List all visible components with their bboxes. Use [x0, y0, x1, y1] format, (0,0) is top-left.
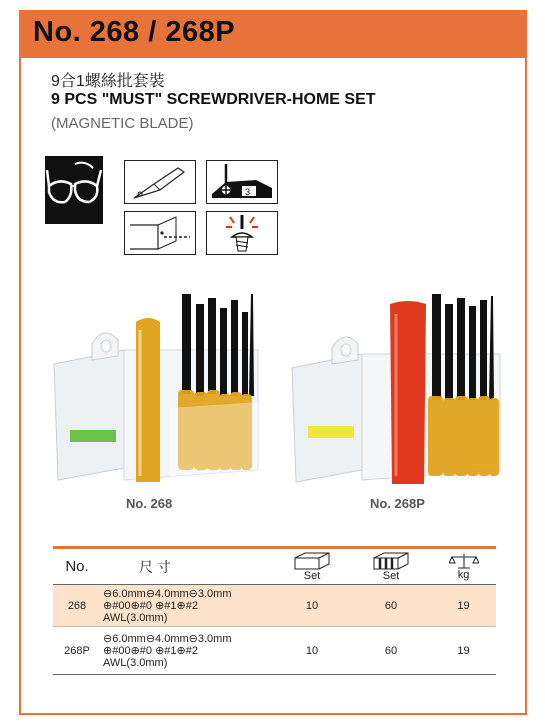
row-set2: 60 [384, 599, 398, 612]
header-set-carton [273, 548, 351, 585]
magnetic-screw-icon [206, 211, 278, 255]
hang-wall-icon [124, 211, 196, 255]
table-row [53, 627, 496, 675]
row-no: 268 [67, 599, 87, 612]
product-268-image [44, 290, 264, 490]
header-set-master [351, 548, 431, 585]
header-no: No. [65, 558, 89, 575]
scale-icon [449, 553, 479, 569]
header-set2-label: Set [382, 569, 400, 582]
spec-slotted: ⊖6.0mm⊖4.0mm⊖3.0mm [103, 587, 232, 600]
spec-awl: AWL(3.0mm) [103, 611, 168, 624]
row-kg: 19 [457, 599, 470, 612]
carton-icon [293, 552, 331, 570]
english-title: 9 PCS "MUST" SCREWDRIVER-HOME SET [51, 91, 376, 108]
spec-table [53, 546, 496, 675]
row-spec [101, 585, 273, 627]
header-kg-label: kg [457, 568, 470, 581]
header-bar [19, 10, 527, 58]
spec-phillips: ⊕#00⊕#0 ⊕#1⊕#2 [103, 599, 198, 612]
row-spec [101, 627, 273, 675]
row-set1: 10 [305, 599, 319, 612]
spec-slotted: ⊖6.0mm⊖4.0mm⊖3.0mm [103, 632, 232, 645]
product-268-caption: No. 268 [126, 496, 173, 511]
svg-text:3: 3 [245, 187, 251, 197]
row-kg: 19 [457, 644, 470, 657]
hang-screwdriver-icon [124, 160, 196, 204]
spec-phillips: ⊕#00⊕#0 ⊕#1⊕#2 [103, 644, 198, 657]
phillips-car-icon [206, 160, 278, 204]
master-carton-icon [372, 552, 410, 570]
table-header-row [53, 548, 496, 585]
glasses-icon [45, 156, 103, 224]
row-set2: 60 [384, 644, 398, 657]
product-268p-image [286, 294, 506, 490]
magnetic-note: (MAGNETIC BLADE) [51, 115, 194, 132]
page-title: No. 268 / 268P [33, 16, 236, 48]
spec-awl: AWL(3.0mm) [103, 656, 168, 669]
row-no: 268P [64, 644, 90, 657]
header-size: 尺 寸 [139, 558, 171, 575]
row-set1: 10 [305, 644, 319, 657]
chinese-title: 9合1螺絲批套裝 [51, 73, 165, 90]
product-268p-caption: No. 268P [370, 496, 425, 511]
header-weight [431, 548, 496, 585]
table-row [53, 585, 496, 627]
header-set1-label: Set [303, 569, 321, 582]
